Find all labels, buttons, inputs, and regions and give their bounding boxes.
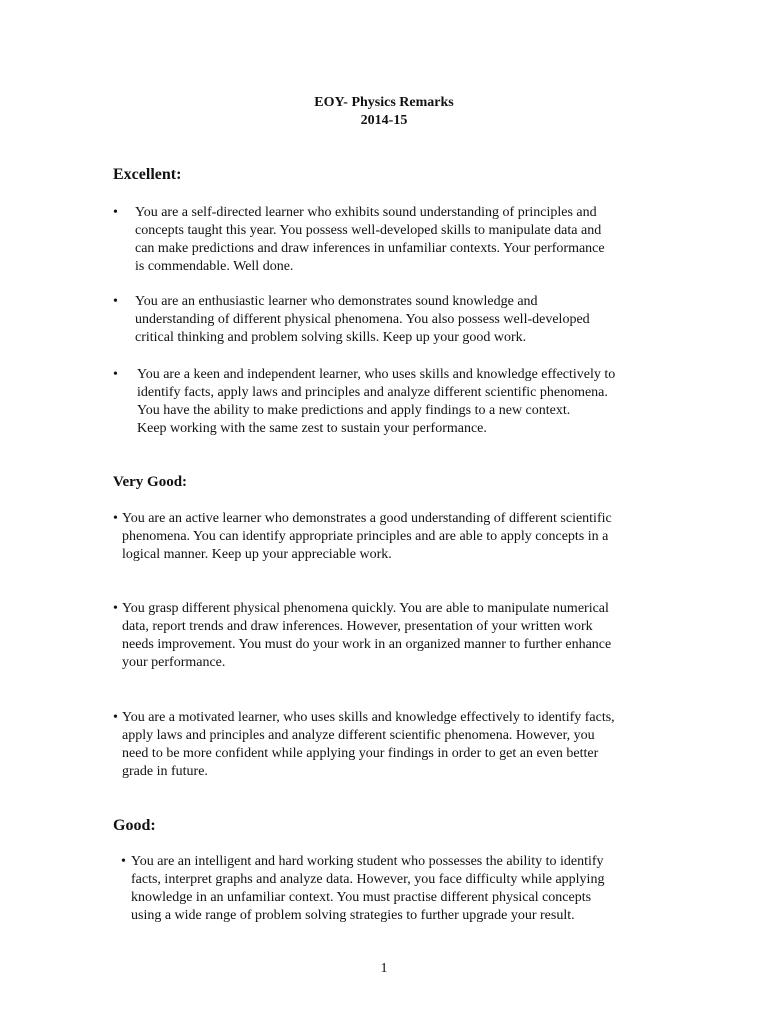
bullet-icon: • (113, 294, 118, 309)
remark-text: You are a motivated learner, who uses skills and knowledge effectively to identify facts, apply laws and principles and analyze different scientific phenomena. However, you need to be more confident while applying your findings in order to get an even better grade in future. (122, 710, 615, 779)
list-item (113, 709, 692, 781)
remark-text: You are an intelligent and hard working student who possesses the ability to identify facts, interpret graphs and analyze data. However, you face difficulty while applying knowledge in an unfamiliar context. You must practise different physical concepts using a wide range of problem solving strategies to further upgrade your result. (131, 854, 605, 923)
list-item (113, 366, 697, 438)
document-title: EOY- Physics Remarks (314, 95, 454, 110)
list-item (113, 600, 692, 672)
remark-text: You are an enthusiastic learner who demonstrates sound knowledge and understanding of different physical phenomena. You also possess well-developed critical thinking and problem solving skills. Keep up your good work. (135, 294, 590, 345)
bullet-icon: • (113, 511, 118, 526)
bullet-icon: • (113, 205, 118, 220)
list-item (113, 510, 692, 564)
list-item (121, 853, 691, 925)
list-item (113, 204, 695, 276)
section-heading-very-good: Very Good: (113, 474, 188, 490)
remark-text: You are a keen and independent learner, who uses skills and knowledge effectively to identify facts, apply laws and principles and analyze different scientific phenomena. You have the ability to make predictions and apply findings to a new context. Keep working with the same zest to sustain your performance. (137, 367, 616, 436)
remark-text: You are a self-directed learner who exhibits sound understanding of principles and concepts taught this year. You possess well-developed skills to manipulate data and can make predictions and draw inferences in unfamiliar contexts. Your performance is commendable. Well done. (135, 205, 605, 274)
bullet-icon: • (121, 854, 126, 869)
section-heading-excellent: Excellent: (113, 166, 182, 183)
bullet-icon: • (113, 367, 118, 382)
page-number: 1 (380, 961, 388, 976)
bullet-icon: • (113, 710, 118, 725)
document-year: 2014-15 (360, 113, 408, 128)
section-heading-good: Good: (113, 817, 156, 834)
remark-text: You grasp different physical phenomena quickly. You are able to manipulate numerical data, report trends and draw inferences. However, presentation of your written work needs improvement. You must do your work in an organized manner to further enhance your performance. (122, 601, 612, 670)
bullet-icon: • (113, 601, 118, 616)
list-item (113, 293, 695, 347)
remark-text: You are an active learner who demonstrates a good understanding of different scientific phenomena. You can identify appropriate principles and are able to apply concepts in a logical manner. Keep up your appreciable work. (122, 511, 612, 562)
